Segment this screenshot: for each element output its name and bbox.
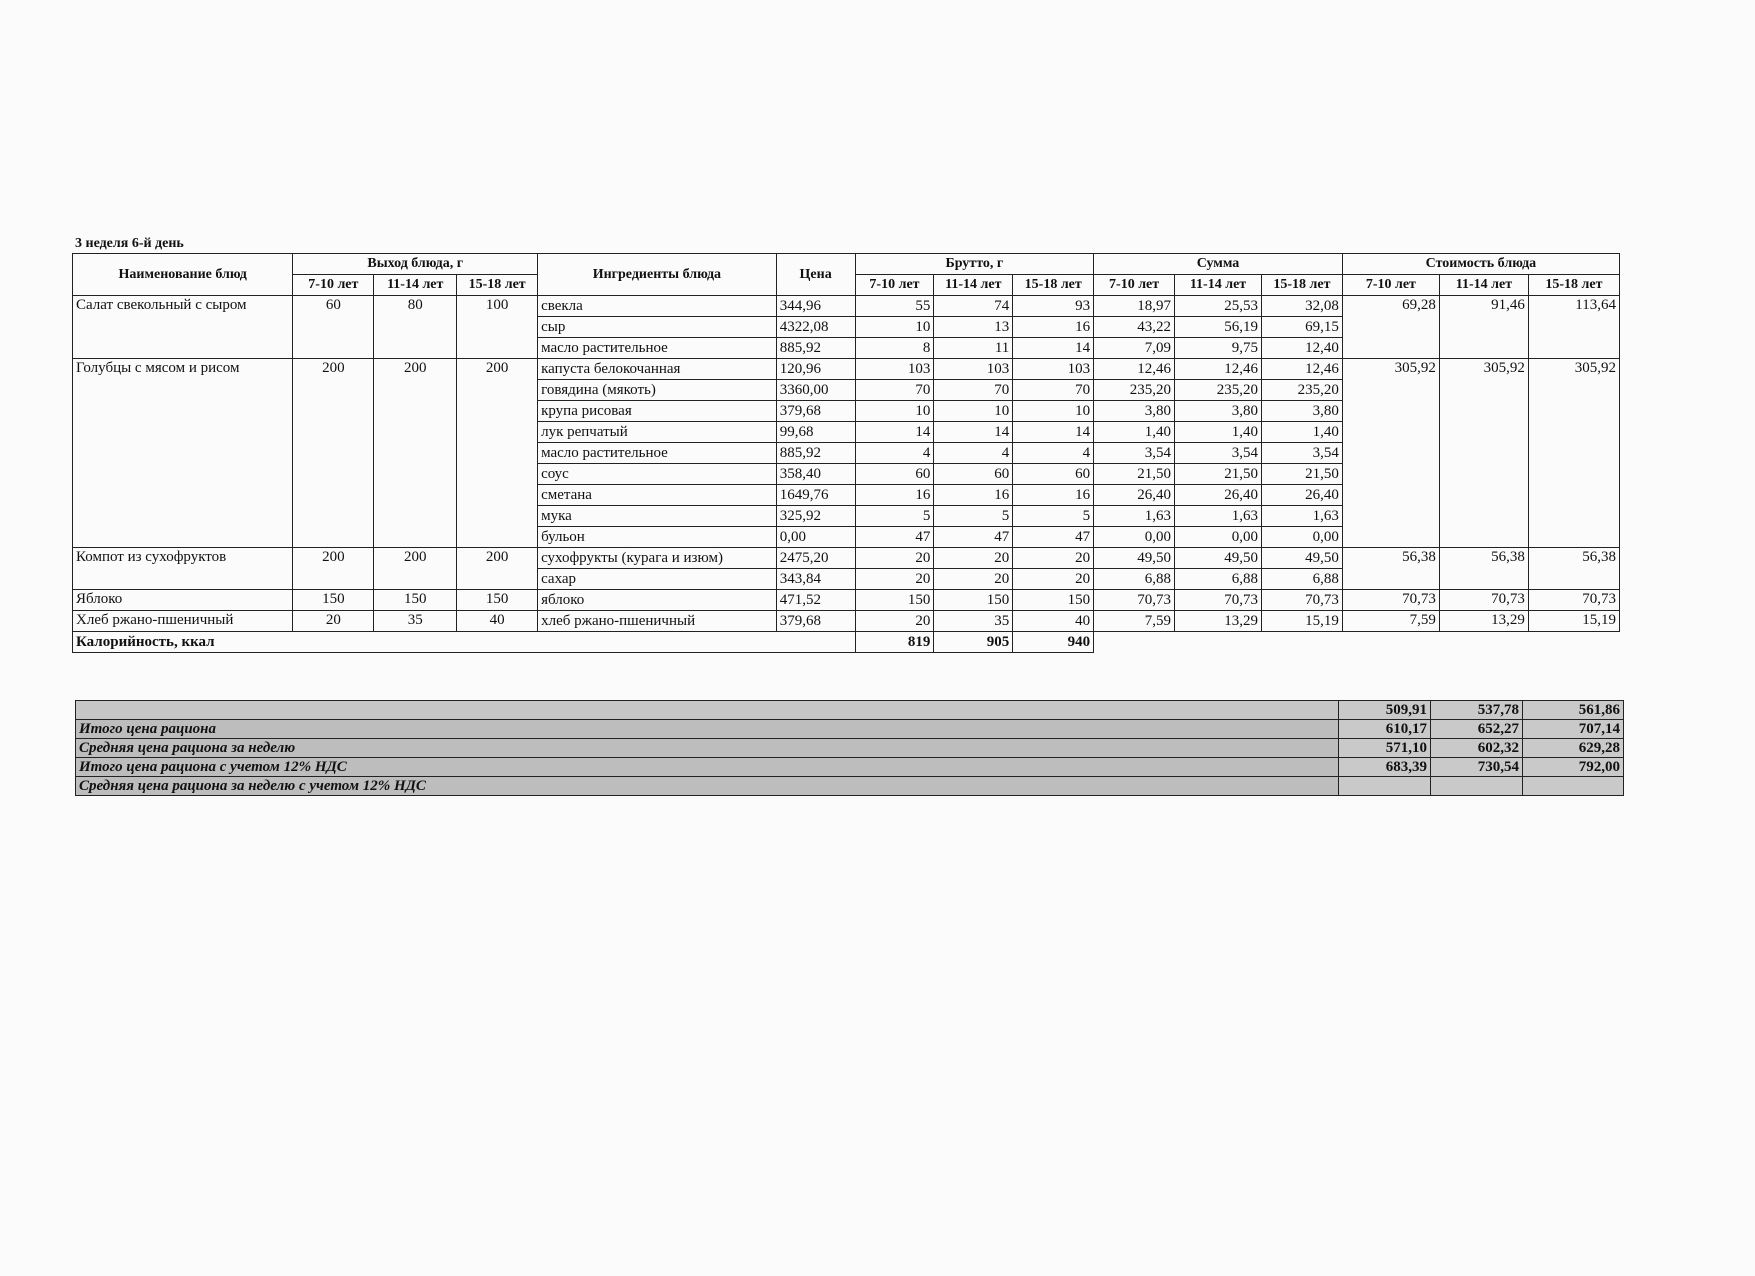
ingredient-gross: 47 <box>855 527 934 548</box>
dish-cost: 15,19 <box>1528 611 1619 632</box>
header-sum-age-7-10: 7-10 лет <box>1094 275 1175 296</box>
ingredient-gross: 150 <box>934 590 1013 611</box>
summary-value: 602,32 <box>1431 739 1523 758</box>
ingredient-gross: 74 <box>934 296 1013 317</box>
ingredient-name: сухофрукты (курага и изюм) <box>538 548 777 569</box>
ingredient-sum: 70,73 <box>1094 590 1175 611</box>
ingredient-gross: 60 <box>934 464 1013 485</box>
dish-name: Хлеб ржано-пшеничный <box>73 611 293 632</box>
ingredient-gross: 4 <box>934 443 1013 464</box>
ingredient-gross: 60 <box>855 464 934 485</box>
summary-top-value: 561,86 <box>1523 701 1624 720</box>
ingredient-name: яблоко <box>538 590 777 611</box>
ingredient-gross: 16 <box>1013 485 1094 506</box>
dish-cost: 305,92 <box>1528 359 1619 548</box>
ingredient-gross: 55 <box>855 296 934 317</box>
ingredient-gross: 20 <box>855 611 934 632</box>
ingredient-sum: 13,29 <box>1175 611 1262 632</box>
ingredient-price: 379,68 <box>776 611 855 632</box>
ingredient-price: 325,92 <box>776 506 855 527</box>
ingredient-name: сахар <box>538 569 777 590</box>
ingredient-gross: 5 <box>934 506 1013 527</box>
dish-yield: 200 <box>293 548 374 590</box>
ingredient-gross: 70 <box>1013 380 1094 401</box>
ingredient-name: крупа рисовая <box>538 401 777 422</box>
summary-value: 629,28 <box>1523 739 1624 758</box>
dish-yield: 200 <box>374 359 457 548</box>
table-row <box>73 296 1620 317</box>
ingredient-gross: 20 <box>855 569 934 590</box>
dish-cost: 305,92 <box>1439 359 1528 548</box>
summary-label: Итого цена рациона с учетом 12% НДС <box>76 758 1339 777</box>
ingredient-sum: 6,88 <box>1094 569 1175 590</box>
summary-table <box>75 700 1624 796</box>
header-sum-age-11-14: 11-14 лет <box>1175 275 1262 296</box>
ingredient-sum: 1,40 <box>1094 422 1175 443</box>
header-gross-age-7-10: 7-10 лет <box>855 275 934 296</box>
dish-cost: 70,73 <box>1528 590 1619 611</box>
table-row <box>73 590 1620 611</box>
ingredient-sum: 21,50 <box>1261 464 1342 485</box>
ingredient-sum: 15,19 <box>1261 611 1342 632</box>
menu-table <box>72 253 1620 653</box>
ingredient-sum: 235,20 <box>1094 380 1175 401</box>
dish-cost: 56,38 <box>1439 548 1528 590</box>
header-dish-cost: Стоимость блюда <box>1342 254 1619 275</box>
header-yield-age-7-10: 7-10 лет <box>293 275 374 296</box>
ingredient-gross: 16 <box>1013 317 1094 338</box>
dish-cost: 70,73 <box>1342 590 1439 611</box>
header-price: Цена <box>776 254 855 296</box>
summary-value: 683,39 <box>1339 758 1431 777</box>
ingredient-gross: 14 <box>934 422 1013 443</box>
ingredient-sum: 25,53 <box>1175 296 1262 317</box>
dish-cost: 56,38 <box>1528 548 1619 590</box>
ingredient-name: капуста белокочанная <box>538 359 777 380</box>
dish-cost: 70,73 <box>1439 590 1528 611</box>
ingredient-price: 471,52 <box>776 590 855 611</box>
ingredient-sum: 12,46 <box>1175 359 1262 380</box>
ingredient-name: соус <box>538 464 777 485</box>
ingredient-sum: 26,40 <box>1094 485 1175 506</box>
summary-value: 610,17 <box>1339 720 1431 739</box>
ingredient-sum: 3,80 <box>1094 401 1175 422</box>
ingredient-gross: 40 <box>1013 611 1094 632</box>
ingredient-sum: 6,88 <box>1175 569 1262 590</box>
ingredient-gross: 103 <box>934 359 1013 380</box>
ingredient-sum: 0,00 <box>1261 527 1342 548</box>
dish-yield: 35 <box>374 611 457 632</box>
ingredient-sum: 3,54 <box>1261 443 1342 464</box>
ingredient-name: говядина (мякоть) <box>538 380 777 401</box>
ingredient-sum: 3,54 <box>1175 443 1262 464</box>
ingredient-gross: 16 <box>855 485 934 506</box>
ingredient-sum: 70,73 <box>1175 590 1262 611</box>
ingredient-name: бульон <box>538 527 777 548</box>
header-gross-age-15-18: 15-18 лет <box>1013 275 1094 296</box>
ingredient-sum: 21,50 <box>1094 464 1175 485</box>
dish-name: Салат свекольный с сыром <box>73 296 293 359</box>
ingredient-gross: 103 <box>1013 359 1094 380</box>
ingredient-gross: 70 <box>934 380 1013 401</box>
dish-yield: 200 <box>374 548 457 590</box>
ingredient-gross: 20 <box>1013 569 1094 590</box>
ingredient-gross: 20 <box>855 548 934 569</box>
dish-yield: 40 <box>457 611 538 632</box>
ingredient-sum: 3,54 <box>1094 443 1175 464</box>
ingredient-gross: 10 <box>855 317 934 338</box>
ingredient-gross: 5 <box>855 506 934 527</box>
ingredient-sum: 1,63 <box>1175 506 1262 527</box>
ingredient-sum: 0,00 <box>1094 527 1175 548</box>
page-title: 3 неделя 6-й день <box>75 236 184 251</box>
ingredient-gross: 20 <box>934 548 1013 569</box>
dish-yield: 20 <box>293 611 374 632</box>
summary-value: 652,27 <box>1431 720 1523 739</box>
table-row <box>73 611 1620 632</box>
ingredient-price: 343,84 <box>776 569 855 590</box>
header-cost-age-7-10: 7-10 лет <box>1342 275 1439 296</box>
ingredient-price: 379,68 <box>776 401 855 422</box>
ingredient-gross: 103 <box>855 359 934 380</box>
table-body <box>73 296 1620 653</box>
ingredient-gross: 14 <box>1013 338 1094 359</box>
ingredient-gross: 70 <box>855 380 934 401</box>
ingredient-sum: 49,50 <box>1094 548 1175 569</box>
dish-cost: 69,28 <box>1342 296 1439 359</box>
ingredient-price: 120,96 <box>776 359 855 380</box>
ingredient-sum: 26,40 <box>1175 485 1262 506</box>
header-sum: Сумма <box>1094 254 1343 275</box>
calories-value: 940 <box>1013 632 1094 653</box>
ingredient-price: 885,92 <box>776 443 855 464</box>
ingredient-gross: 47 <box>1013 527 1094 548</box>
ingredient-gross: 150 <box>855 590 934 611</box>
summary-row <box>76 777 1624 796</box>
summary-value: 707,14 <box>1523 720 1624 739</box>
dish-yield: 200 <box>457 359 538 548</box>
ingredient-sum: 1,63 <box>1094 506 1175 527</box>
ingredient-sum: 3,80 <box>1261 401 1342 422</box>
ingredient-sum: 18,97 <box>1094 296 1175 317</box>
summary-value: 571,10 <box>1339 739 1431 758</box>
ingredient-price: 344,96 <box>776 296 855 317</box>
ingredient-sum: 32,08 <box>1261 296 1342 317</box>
dish-cost: 13,29 <box>1439 611 1528 632</box>
calories-value: 819 <box>855 632 934 653</box>
ingredient-gross: 13 <box>934 317 1013 338</box>
dish-cost: 113,64 <box>1528 296 1619 359</box>
ingredient-gross: 150 <box>1013 590 1094 611</box>
summary-label: Средняя цена рациона за неделю с учетом 12% НДС <box>76 777 1339 796</box>
ingredient-name: сметана <box>538 485 777 506</box>
ingredient-gross: 11 <box>934 338 1013 359</box>
dish-yield: 200 <box>457 548 538 590</box>
ingredient-sum: 49,50 <box>1261 548 1342 569</box>
ingredient-sum: 3,80 <box>1175 401 1262 422</box>
ingredient-gross: 10 <box>934 401 1013 422</box>
summary-value: 730,54 <box>1431 758 1523 777</box>
calories-value: 905 <box>934 632 1013 653</box>
dish-yield: 100 <box>457 296 538 359</box>
ingredient-gross: 14 <box>855 422 934 443</box>
summary-row <box>76 758 1624 777</box>
summary-row <box>76 739 1624 758</box>
ingredient-sum: 1,63 <box>1261 506 1342 527</box>
ingredient-sum: 6,88 <box>1261 569 1342 590</box>
dish-cost: 7,59 <box>1342 611 1439 632</box>
ingredient-price: 3360,00 <box>776 380 855 401</box>
ingredient-name: свекла <box>538 296 777 317</box>
dish-name: Компот из сухофруктов <box>73 548 293 590</box>
ingredient-sum: 70,73 <box>1261 590 1342 611</box>
ingredient-gross: 14 <box>1013 422 1094 443</box>
ingredient-gross: 16 <box>934 485 1013 506</box>
dish-name: Яблоко <box>73 590 293 611</box>
ingredient-sum: 235,20 <box>1261 380 1342 401</box>
ingredient-price: 358,40 <box>776 464 855 485</box>
table-row <box>73 548 1620 569</box>
dish-yield: 200 <box>293 359 374 548</box>
ingredient-sum: 1,40 <box>1175 422 1262 443</box>
ingredient-gross: 93 <box>1013 296 1094 317</box>
summary-top-value: 509,91 <box>1339 701 1431 720</box>
header-gross: Брутто, г <box>855 254 1094 275</box>
ingredient-sum: 69,15 <box>1261 317 1342 338</box>
calories-label: Калорийность, ккал <box>73 632 856 653</box>
header-yield-age-15-18: 15-18 лет <box>457 275 538 296</box>
ingredient-gross: 4 <box>855 443 934 464</box>
ingredient-sum: 0,00 <box>1175 527 1262 548</box>
summary-label: Средняя цена рациона за неделю <box>76 739 1339 758</box>
dish-yield: 80 <box>374 296 457 359</box>
ingredient-sum: 56,19 <box>1175 317 1262 338</box>
ingredient-sum: 7,59 <box>1094 611 1175 632</box>
dish-cost: 91,46 <box>1439 296 1528 359</box>
ingredient-name: масло растительное <box>538 338 777 359</box>
summary-value <box>1431 777 1523 796</box>
ingredient-sum: 49,50 <box>1175 548 1262 569</box>
dish-yield: 150 <box>374 590 457 611</box>
header-ingredients: Ингредиенты блюда <box>538 254 777 296</box>
header-yield: Выход блюда, г <box>293 254 538 275</box>
dish-yield: 150 <box>293 590 374 611</box>
ingredient-price: 99,68 <box>776 422 855 443</box>
table-row <box>73 359 1620 380</box>
summary-value: 792,00 <box>1523 758 1624 777</box>
summary-top-value: 537,78 <box>1431 701 1523 720</box>
header-gross-age-11-14: 11-14 лет <box>934 275 1013 296</box>
ingredient-sum: 21,50 <box>1175 464 1262 485</box>
ingredient-gross: 4 <box>1013 443 1094 464</box>
calories-row <box>73 632 1620 653</box>
summary-value <box>1339 777 1431 796</box>
ingredient-sum: 26,40 <box>1261 485 1342 506</box>
ingredient-gross: 60 <box>1013 464 1094 485</box>
header-cost-age-15-18: 15-18 лет <box>1528 275 1619 296</box>
ingredient-gross: 20 <box>1013 548 1094 569</box>
ingredient-name: лук репчатый <box>538 422 777 443</box>
ingredient-gross: 8 <box>855 338 934 359</box>
dish-cost: 56,38 <box>1342 548 1439 590</box>
dish-cost: 305,92 <box>1342 359 1439 548</box>
ingredient-price: 4322,08 <box>776 317 855 338</box>
summary-value <box>1523 777 1624 796</box>
ingredient-name: мука <box>538 506 777 527</box>
ingredient-sum: 12,40 <box>1261 338 1342 359</box>
ingredient-price: 2475,20 <box>776 548 855 569</box>
summary-top-row <box>76 701 1624 720</box>
calories-empty <box>1094 632 1620 653</box>
ingredient-gross: 35 <box>934 611 1013 632</box>
summary-label: Итого цена рациона <box>76 720 1339 739</box>
dish-yield: 150 <box>457 590 538 611</box>
ingredient-price: 1649,76 <box>776 485 855 506</box>
ingredient-sum: 1,40 <box>1261 422 1342 443</box>
ingredient-gross: 10 <box>1013 401 1094 422</box>
ingredient-sum: 7,09 <box>1094 338 1175 359</box>
ingredient-price: 0,00 <box>776 527 855 548</box>
header-dish-name: Наименование блюд <box>73 254 293 296</box>
ingredient-sum: 9,75 <box>1175 338 1262 359</box>
ingredient-name: хлеб ржано-пшеничный <box>538 611 777 632</box>
ingredient-price: 885,92 <box>776 338 855 359</box>
header-cost-age-11-14: 11-14 лет <box>1439 275 1528 296</box>
header-sum-age-15-18: 15-18 лет <box>1261 275 1342 296</box>
dish-name: Голубцы с мясом и рисом <box>73 359 293 548</box>
summary-gap <box>76 701 1339 720</box>
summary-row <box>76 720 1624 739</box>
ingredient-name: сыр <box>538 317 777 338</box>
ingredient-sum: 235,20 <box>1175 380 1262 401</box>
ingredient-sum: 43,22 <box>1094 317 1175 338</box>
ingredient-sum: 12,46 <box>1261 359 1342 380</box>
ingredient-gross: 47 <box>934 527 1013 548</box>
table-header <box>73 254 1620 296</box>
dish-yield: 60 <box>293 296 374 359</box>
ingredient-name: масло растительное <box>538 443 777 464</box>
ingredient-sum: 12,46 <box>1094 359 1175 380</box>
ingredient-gross: 5 <box>1013 506 1094 527</box>
ingredient-gross: 20 <box>934 569 1013 590</box>
ingredient-gross: 10 <box>855 401 934 422</box>
header-yield-age-11-14: 11-14 лет <box>374 275 457 296</box>
